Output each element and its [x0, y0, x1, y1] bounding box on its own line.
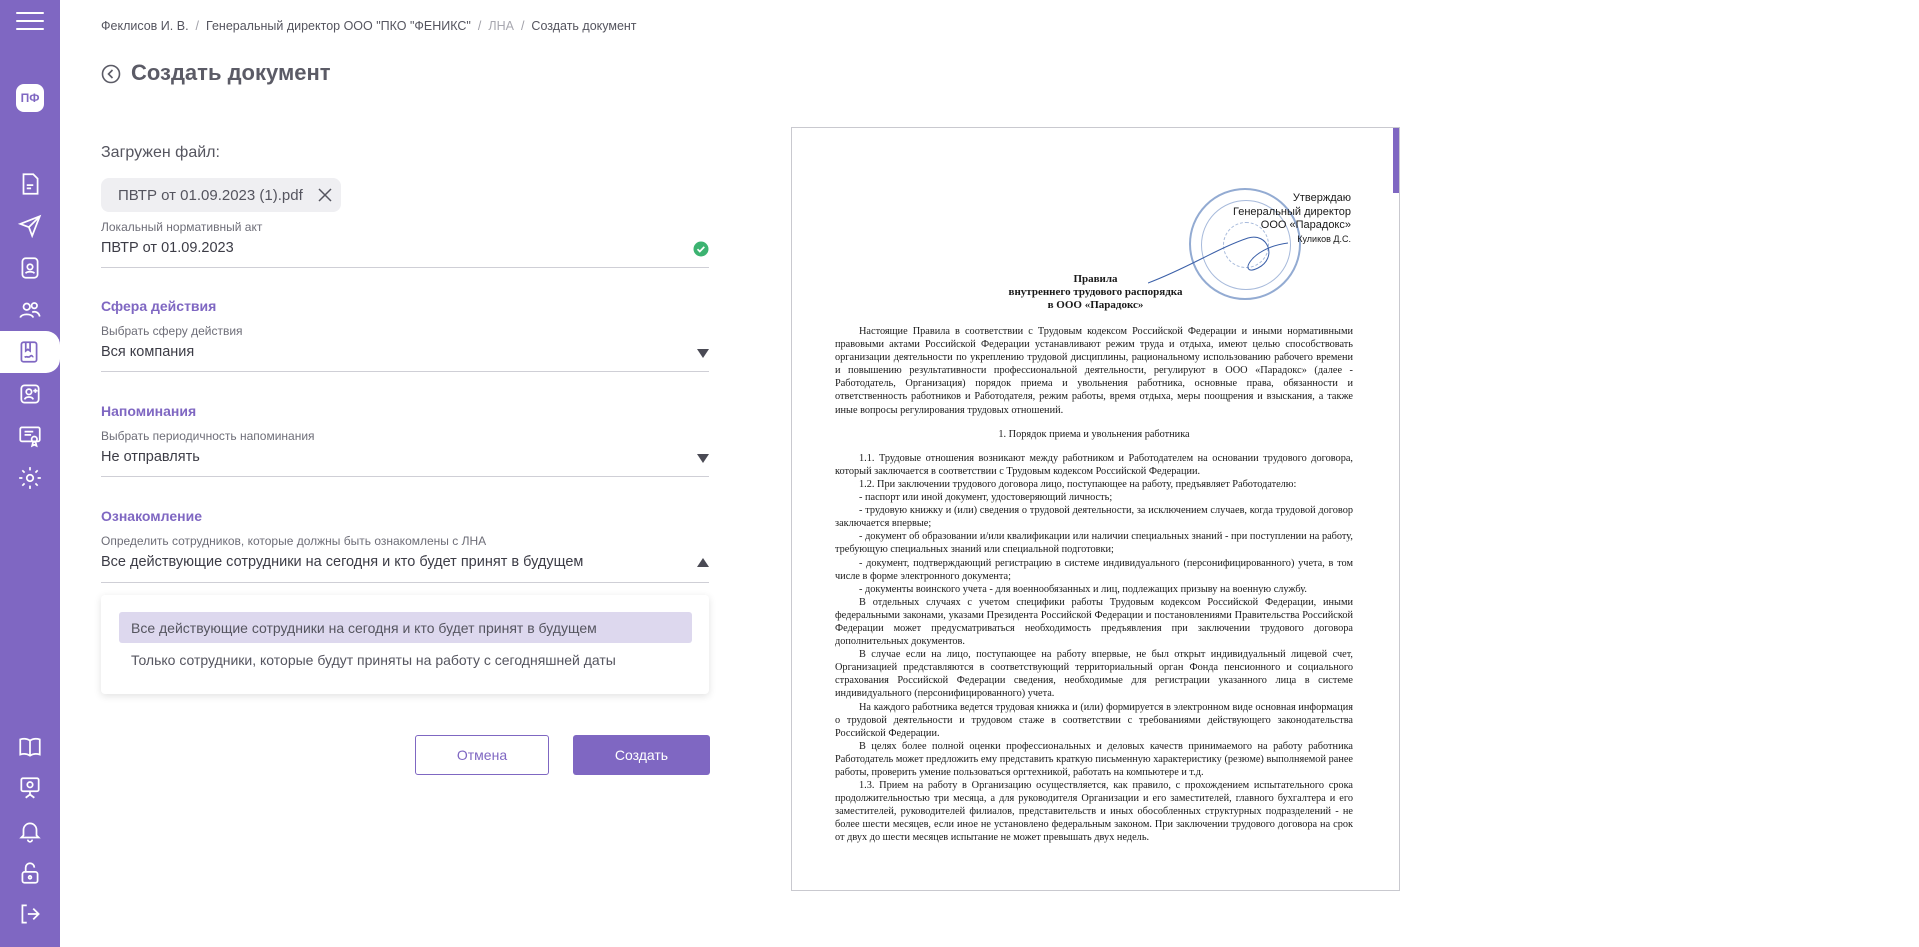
badge-icon[interactable] [14, 252, 46, 284]
document-preview[interactable] [791, 127, 1400, 891]
menu-icon[interactable] [16, 12, 44, 34]
reminder-caption: Выбрать периодичность напоминания [101, 429, 315, 443]
sidebar-item-lna[interactable] [0, 331, 60, 373]
cancel-button[interactable]: Отмена [415, 735, 549, 775]
presentation-icon[interactable] [14, 772, 46, 804]
breadcrumb-separator: / [520, 19, 525, 33]
reminder-value[interactable]: Не отправлять [101, 449, 200, 465]
check-icon [693, 241, 709, 262]
bell-icon[interactable] [14, 815, 46, 847]
doc-list-item: - паспорт или иной документ, удостоверяющий личность; [859, 492, 1113, 504]
lock-open-icon[interactable] [14, 857, 46, 889]
loaded-file-label: Загружен файл: [101, 144, 220, 161]
doc-paragraph: В случае если на лицо, поступающее на работу впервые, не был открыт индивидуальный лицевой счет, Организацией представляются в соответствующий территориальный орган Фонда пенсионного и социального страхования Российской Федерации сведения, необходимые для регистрации указанного лица в системе индивидуального (персонифицированного) учета. [835, 649, 1353, 700]
lna-field[interactable] [101, 220, 709, 268]
lna-value[interactable]: ПВТР от 01.09.2023 [101, 240, 234, 256]
ack-option-all[interactable]: Все действующие сотрудники на сегодня и кто будет принят в будущем [119, 612, 692, 643]
doc-paragraph: В целях более полной оценки профессиональных и деловых качеств принимаемого на работу работника Работодатель может предложить ему представить краткую письменную характеристику (резюме) выполняемой ранее работы, проверить умение пользоваться оргтехникой, работать на компьютере и т.д. [835, 740, 1353, 778]
user-add-icon[interactable] [14, 378, 46, 410]
doc-list-item: - документ об образовании и/или квалификации или наличии специальных знаний - при поступлении на работу, требующую специальных знаний или специальной подготовки; [835, 531, 1353, 556]
book-sign-icon [16, 339, 42, 365]
file-name: ПВТР от 01.09.2023 (1).pdf [118, 186, 303, 204]
certificate-icon[interactable] [14, 420, 46, 452]
scope-value[interactable]: Вся компания [101, 344, 195, 360]
approve-line: Куликов Д.С. [1297, 233, 1351, 244]
document-title-line: в ООО «Парадокс» [1047, 299, 1144, 311]
doc-list-item: - документы воинского учета - для военнообязанных и лиц, подлежащих призыву на военную службу. [859, 583, 1307, 595]
doc-paragraph: Настоящие Правила в соответствии с Трудовым кодексом Российской Федерации и иными нормативными правовыми актами Российской Федерации устанавливают режим труда и отдыха, имеют целью способствовать организации деятельности по укреплению трудовой дисциплины, рациональному использованию рабочего времени и повышению результативности профессиональной деятельности, регулируют в ООО «Парадокс» (далее - Работодатель, Организация) порядок приема и увольнения работника, основные права, обязанности и ответственность работников и Работодателя, режим работы, время отдыха, меры поощрения и взыскания, а также иные вопросы регулирования трудовых отношений. [835, 326, 1353, 416]
scope-select[interactable] [101, 324, 709, 372]
document-body [835, 325, 1353, 845]
book-open-icon[interactable] [14, 731, 46, 763]
breadcrumb-item-lna[interactable]: ЛНА [488, 19, 514, 33]
document-title-line: внутреннего трудового распорядка [1008, 286, 1183, 298]
doc-paragraph: 1.1. Трудовые отношения возникают между работником и Работодателем на основании трудового договора, который заключается в соответствии с Трудовым кодексом Российской Федерации. [835, 452, 1353, 477]
document-title-line: Правила [1073, 273, 1118, 285]
document-title [792, 273, 1399, 312]
breadcrumb [101, 19, 637, 33]
doc-paragraph: На каждого работника ведется трудовая книжка и (или) формируется в электронном виде основная информация о трудовой деятельности и трудовом стаже в соответствии с требованиями действующего законодательства Российской Федерации. [835, 701, 1353, 739]
ack-section-title: Ознакомление [101, 508, 202, 524]
breadcrumb-separator: / [477, 19, 482, 33]
approval-block [1233, 192, 1351, 246]
ack-select[interactable] [101, 534, 709, 583]
approve-line: Генеральный директор [1233, 205, 1351, 218]
logout-icon[interactable] [14, 898, 46, 930]
doc-paragraph: 1.2. При заключении трудового договора лицо, поступающее на работу, предъявляет Работодателю: [859, 478, 1297, 490]
reminder-select[interactable] [101, 429, 709, 477]
breadcrumb-separator: / [195, 19, 200, 33]
reminder-section-title: Напоминания [101, 403, 197, 419]
lna-caption: Локальный нормативный акт [101, 220, 263, 234]
create-button[interactable]: Создать [573, 735, 710, 775]
scrollbar[interactable] [1393, 128, 1399, 193]
ack-dropdown [101, 595, 709, 694]
ack-caption: Определить сотрудников, которые должны быть ознакомлены с ЛНА [101, 534, 487, 548]
scope-caption: Выбрать сферу действия [101, 324, 243, 338]
users-icon[interactable] [14, 294, 46, 326]
triangle-up-icon[interactable] [697, 558, 709, 567]
approve-line: Утверждаю [1292, 192, 1351, 204]
breadcrumb-item-position[interactable]: Генеральный директор ООО "ПКО "ФЕНИКС" [206, 19, 471, 33]
triangle-down-icon[interactable] [697, 454, 709, 463]
approve-line: ООО «Парадокс» [1260, 219, 1351, 231]
doc-section-heading: 1. Порядок приема и увольнения работника [998, 428, 1190, 440]
avatar[interactable]: ПФ [16, 84, 44, 112]
document-icon[interactable] [14, 168, 46, 200]
doc-paragraph: В отдельных случаях с учетом специфики работы Трудовым кодексом Российской Федерации, иными федеральными законами, указами Президента Российской Федерации и постановлениями Правительства Российской Федерации может предусматриваться необходимость предъявления при заключении трудового договора дополнительных документов. [835, 596, 1353, 648]
gear-icon[interactable] [14, 462, 46, 494]
sidebar [0, 0, 60, 947]
page-title: Создать документ [131, 60, 331, 85]
close-icon[interactable] [317, 187, 333, 203]
breadcrumb-item-user[interactable]: Феклисов И. В. [101, 19, 189, 33]
send-icon[interactable] [14, 209, 46, 241]
breadcrumb-item-current: Создать документ [531, 19, 637, 33]
back-icon[interactable] [101, 64, 121, 84]
doc-list-item: - документ, подтверждающий регистрацию в системе индивидуального (персонифицированного) учета, в том числе в форме электронного документа; [835, 557, 1353, 582]
doc-paragraph: 1.3. Прием на работу в Организацию осуществляется, как правило, с прохождением испытательного срока продолжительностью три месяца, а для руководителя Организации и его заместителей, главного бухгалтера и его заместителей, руководителей филиалов, представительств и иных обособленных структурных подразделений - не более шести месяцев, если иное не установлено федеральным законом. При заключении трудового договора на срок от двух до шести месяцев испытание не может превышать двух недель. [835, 780, 1353, 844]
triangle-down-icon[interactable] [697, 349, 709, 358]
file-chip [101, 178, 341, 212]
scope-section-title: Сфера действия [101, 298, 217, 314]
ack-option-new[interactable]: Только сотрудники, которые будут приняты на работу с сегодняшней даты [131, 651, 616, 668]
ack-value[interactable]: Все действующие сотрудники на сегодня и кто будет принят в будущем [101, 554, 584, 570]
doc-list-item: - трудовую книжку и (или) сведения о трудовой деятельности, за исключением случаев, когда трудовой договор заключается впервые; [835, 505, 1353, 530]
